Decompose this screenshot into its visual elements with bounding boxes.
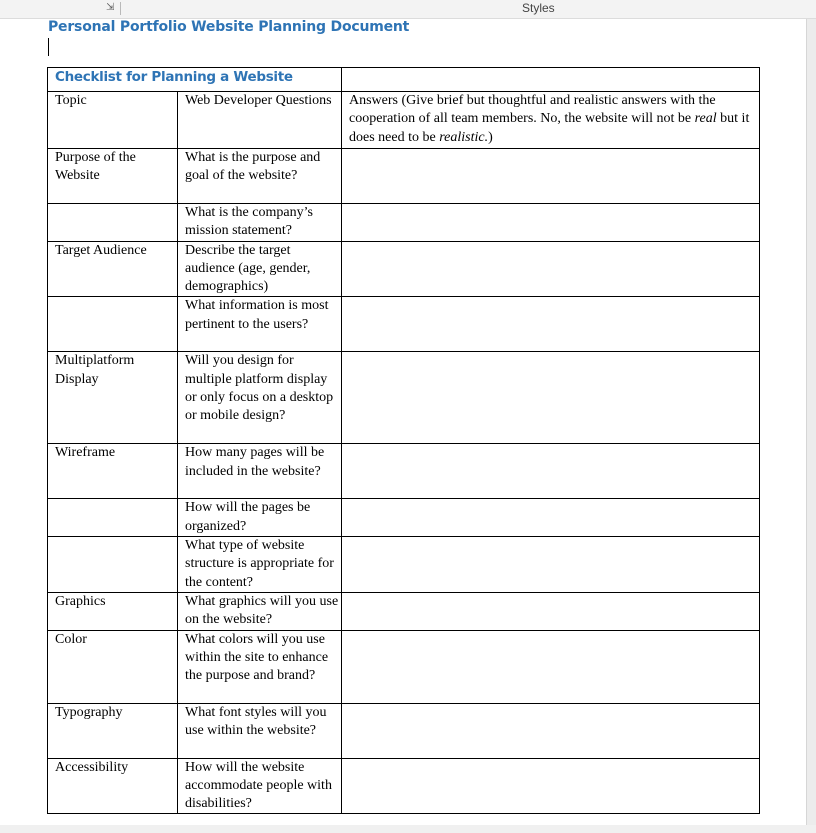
window-bottom-edge	[0, 825, 816, 833]
answer-cell[interactable]	[342, 204, 760, 242]
answers-header-emphasis-realistic: realistic.	[439, 129, 489, 145]
answer-cell[interactable]	[342, 149, 760, 204]
topic-cell	[48, 499, 178, 537]
question-cell: What graphics will you use on the website?	[178, 592, 342, 630]
question-header-cell: Web Developer Questions	[178, 92, 342, 149]
answers-header-text-end: )	[488, 129, 493, 145]
topic-cell: Target Audience	[48, 241, 178, 297]
topic-cell: Accessibility	[48, 758, 178, 814]
document-title: Personal Portfolio Website Planning Document	[48, 19, 410, 35]
answer-cell[interactable]	[342, 444, 760, 499]
topic-cell: Color	[48, 630, 178, 703]
question-cell: What is the purpose and goal of the website?	[178, 149, 342, 204]
topic-header-cell: Topic	[48, 92, 178, 149]
vertical-scrollbar[interactable]	[806, 19, 816, 825]
answer-cell[interactable]	[342, 352, 760, 444]
styles-group-label: Styles	[522, 1, 555, 15]
table-heading-blank-cell[interactable]	[342, 68, 760, 92]
answers-header-cell	[342, 92, 760, 149]
table-heading-cell: Checklist for Planning a Website	[48, 68, 342, 92]
question-cell: What information is most pertinent to the users?	[178, 297, 342, 352]
answer-cell[interactable]	[342, 537, 760, 593]
topic-cell: Wireframe	[48, 444, 178, 499]
answer-cell[interactable]	[342, 703, 760, 758]
answers-header-text-mid: but it does need to be	[349, 111, 750, 145]
question-cell: What is the company’s mission statement?	[178, 204, 342, 242]
question-cell: Will you design for multiple platform display or only focus on a desktop or mobile design?	[178, 352, 342, 444]
topic-cell	[48, 297, 178, 352]
answer-cell[interactable]	[342, 592, 760, 630]
answer-cell[interactable]	[342, 630, 760, 703]
question-cell: How many pages will be included in the website?	[178, 444, 342, 499]
topic-cell	[48, 204, 178, 242]
dialog-launcher-icon[interactable]: ⇲	[106, 2, 121, 15]
ribbon-strip	[0, 0, 816, 19]
answers-header-text: Answers (Give brief but thoughtful and realistic answers with the cooperation of all team members. No, the website will not be	[349, 93, 716, 127]
topic-cell: Multiplatform Display	[48, 352, 178, 444]
question-cell: How will the website accommodate people with disabilities?	[178, 758, 342, 814]
question-cell: Describe the target audience (age, gender, demographics)	[178, 241, 342, 297]
answer-cell[interactable]	[342, 241, 760, 297]
document-page[interactable]	[0, 19, 806, 825]
answer-cell[interactable]	[342, 499, 760, 537]
question-cell: What font styles will you use within the website?	[178, 703, 342, 758]
planning-checklist-table	[47, 67, 760, 814]
question-cell: How will the pages be organized?	[178, 499, 342, 537]
text-cursor	[48, 38, 49, 56]
answer-cell[interactable]	[342, 758, 760, 814]
topic-cell: Purpose of the Website	[48, 149, 178, 204]
answer-cell[interactable]	[342, 297, 760, 352]
topic-cell: Typography	[48, 703, 178, 758]
question-cell: What type of website structure is appropriate for the content?	[178, 537, 342, 593]
question-cell: What colors will you use within the site to enhance the purpose and brand?	[178, 630, 342, 703]
topic-cell: Graphics	[48, 592, 178, 630]
answers-header-emphasis-real: real	[694, 111, 717, 127]
topic-cell	[48, 537, 178, 593]
